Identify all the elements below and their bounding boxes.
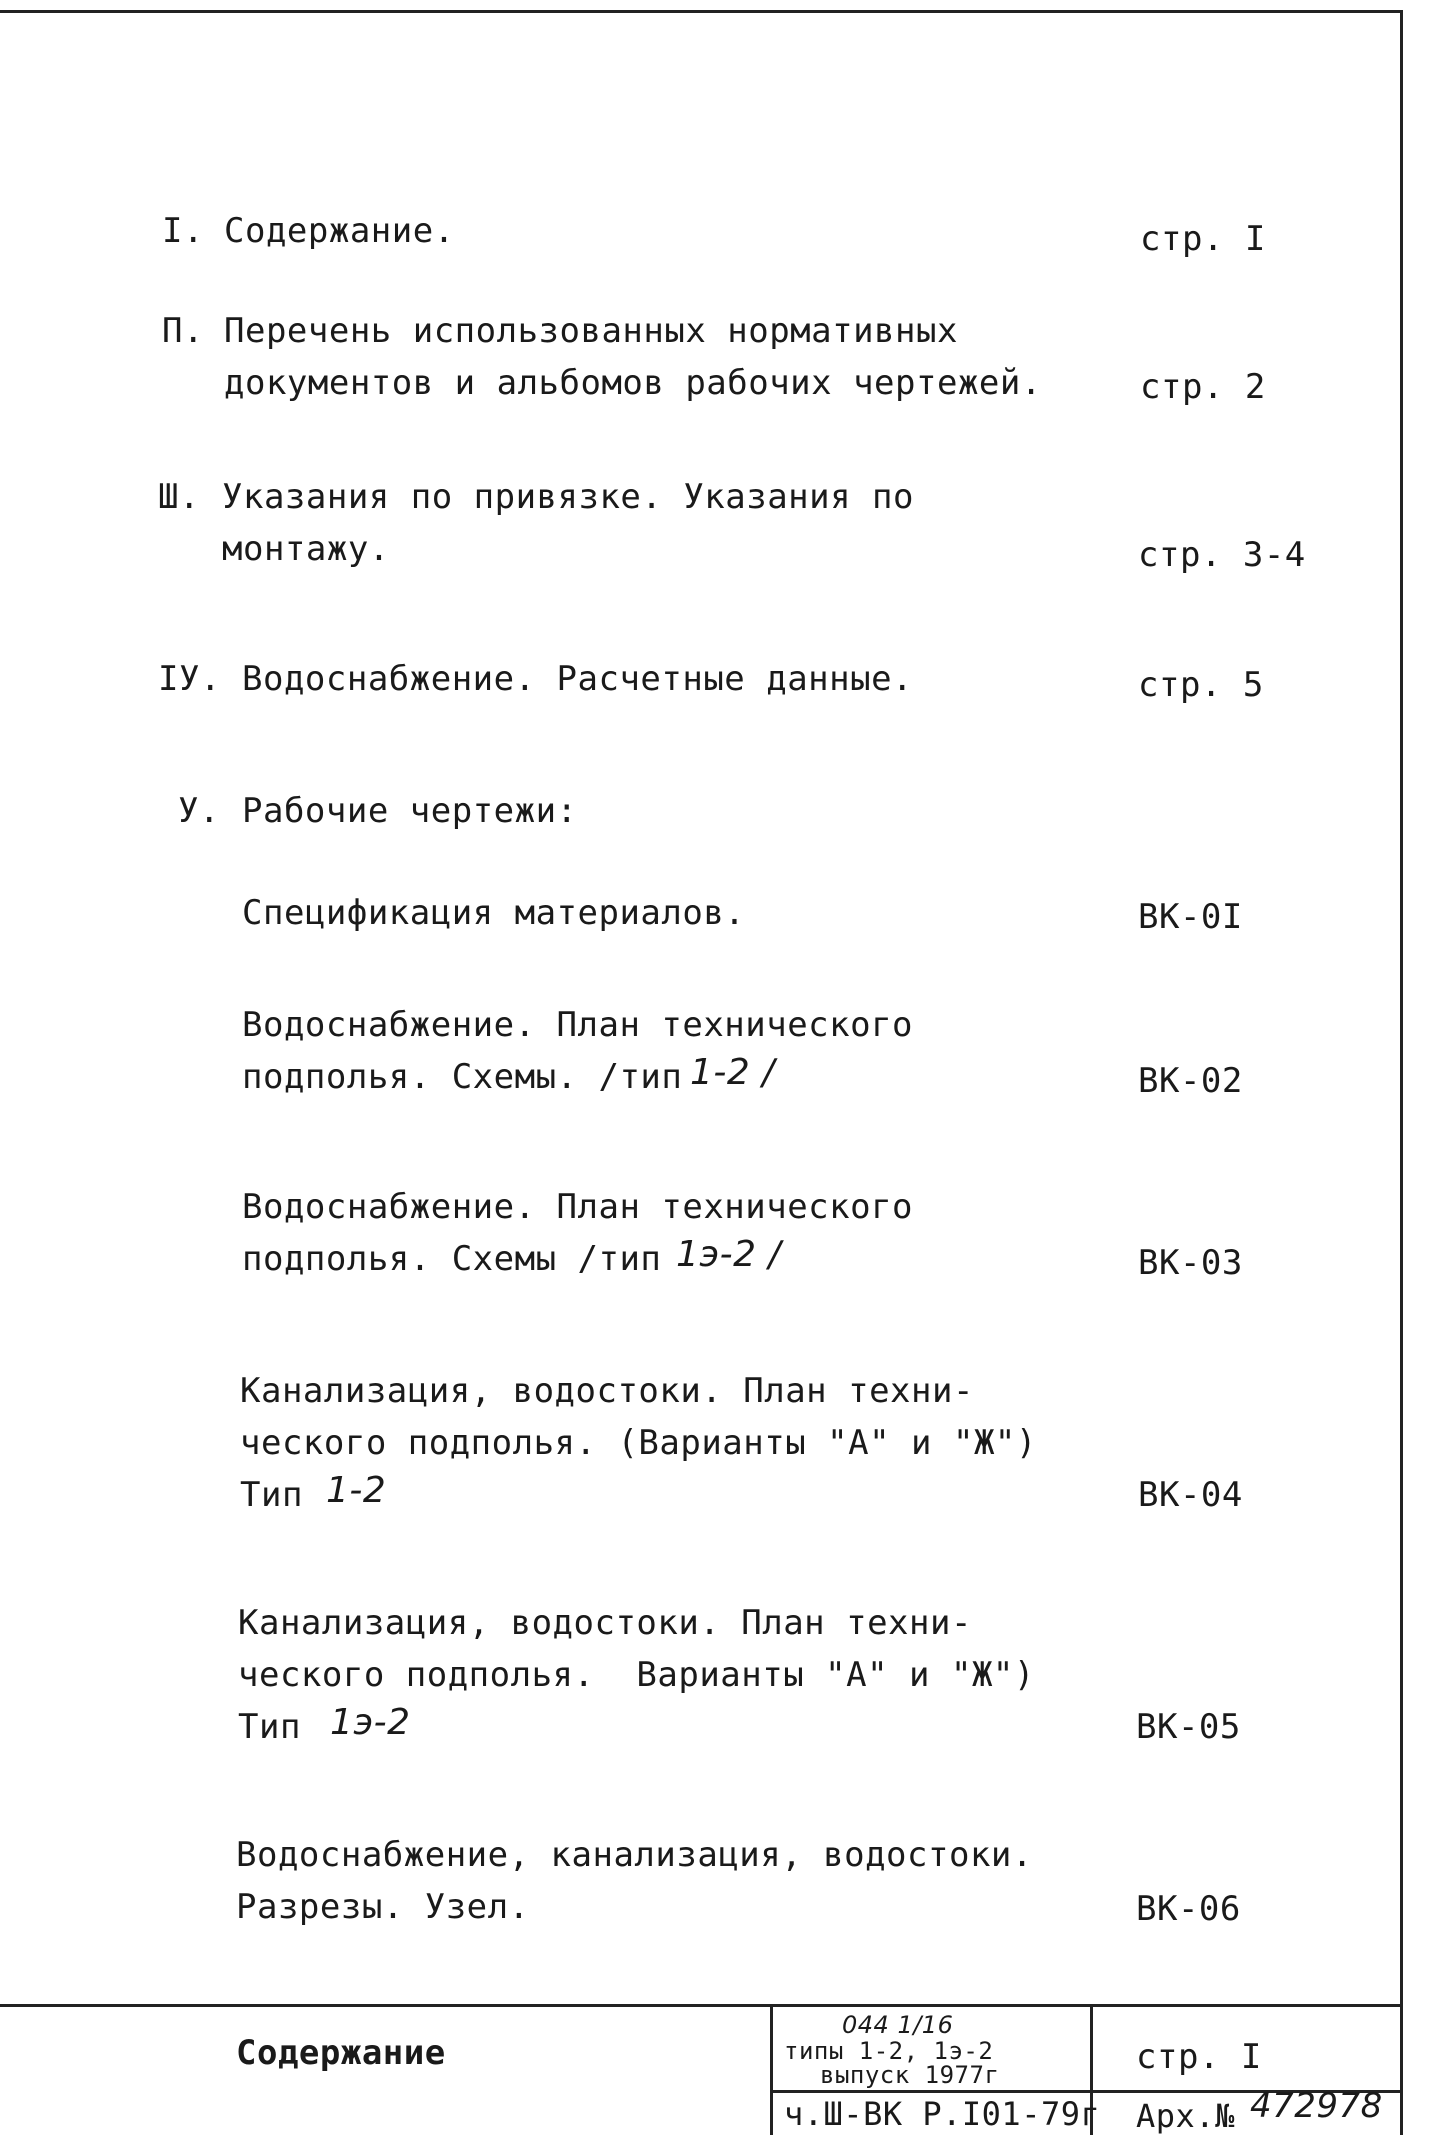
stamp-doc-code: ч.Ш-ВК Р.I01-79г bbox=[784, 2095, 1101, 2133]
drawing-4-line2: ческого подполья. (Варианты "А" и "Ж") bbox=[240, 1423, 1037, 1463]
stamp-top-line bbox=[0, 2004, 1403, 2007]
drawing-5-line2: ческого подполья. Варианты "А" и "Ж") bbox=[238, 1655, 1035, 1695]
frame-right-border bbox=[1400, 10, 1403, 2135]
toc-item5-num: У. bbox=[178, 791, 220, 831]
drawing-6-line2: Разрезы. Узел. bbox=[236, 1887, 530, 1927]
toc-item4-num: IУ. bbox=[158, 659, 221, 699]
drawing-2-code: ВК-02 bbox=[1138, 1061, 1243, 1101]
drawing-2-line1: Водоснабжение. План технического bbox=[242, 1005, 914, 1045]
toc-item1-page: стр. I bbox=[1140, 219, 1266, 259]
toc-item2-line1: Перечень использованных нормативных bbox=[224, 311, 958, 351]
toc-item3-line1: Указания по привязке. Указания по bbox=[222, 477, 915, 517]
stamp-series-line3: выпуск 1977г bbox=[820, 2061, 1000, 2089]
drawing-2-handwritten-type: 1-2 / bbox=[690, 1052, 775, 1093]
toc-item4-title: Водоснабжение. Расчетные данные. bbox=[242, 659, 914, 699]
drawing-3-line1: Водоснабжение. План технического bbox=[242, 1187, 914, 1227]
drawing-4-code: ВК-04 bbox=[1138, 1475, 1243, 1515]
drawing-6-code: ВК-06 bbox=[1136, 1889, 1241, 1929]
toc-item5-title: Рабочие чертежи: bbox=[242, 791, 578, 831]
drawing-1-code: ВК-0I bbox=[1138, 897, 1243, 937]
drawing-5-code: ВК-05 bbox=[1136, 1707, 1241, 1747]
stamp-series-line2: типы 1-2, 1э-2 bbox=[784, 2037, 994, 2065]
drawing-3-handwritten-type: 1э-2 / bbox=[676, 1234, 782, 1275]
toc-item2-line2: документов и альбомов рабочих чертежей. bbox=[224, 363, 1042, 403]
drawing-4-line1: Канализация, водостоки. План техни- bbox=[240, 1371, 974, 1411]
drawing-3-code: ВК-03 bbox=[1138, 1243, 1243, 1283]
stamp-title: Содержание bbox=[236, 2033, 446, 2073]
drawing-2-line2: подполья. Схемы. /тип bbox=[242, 1057, 704, 1097]
drawing-5-line1: Канализация, водостоки. План техни- bbox=[238, 1603, 972, 1643]
toc-item1-title: Содержание. bbox=[224, 211, 455, 251]
toc-item3-line2: монтажу. bbox=[222, 529, 390, 569]
toc-item3-num: Ш. bbox=[158, 477, 200, 517]
stamp-series-line1: 044 1/16 bbox=[842, 2011, 954, 2039]
stamp-divider-left bbox=[770, 2004, 773, 2135]
stamp-page: стр. I bbox=[1136, 2037, 1262, 2077]
drawing-5-line3: Тип bbox=[238, 1707, 322, 1747]
drawing-1-line1: Спецификация материалов. bbox=[242, 893, 746, 933]
drawing-6-line1: Водоснабжение, канализация, водостоки. bbox=[236, 1835, 1033, 1875]
toc-item3-page: стр. 3-4 bbox=[1138, 535, 1306, 575]
toc-item2-page: стр. 2 bbox=[1140, 367, 1266, 407]
drawing-4-handwritten-type: 1-2 bbox=[326, 1470, 387, 1511]
drawing-4-line3: Тип bbox=[240, 1475, 324, 1515]
drawing-3-line2: подполья. Схемы /тип bbox=[242, 1239, 683, 1279]
drawing-5-handwritten-type: 1э-2 bbox=[330, 1702, 411, 1743]
toc-item1-num: I. bbox=[162, 211, 204, 251]
stamp-archive-label: Арх.№ bbox=[1136, 2097, 1235, 2135]
stamp-archive-number: 472978 bbox=[1250, 2086, 1383, 2126]
toc-item4-page: стр. 5 bbox=[1138, 665, 1264, 705]
frame-top-border bbox=[0, 10, 1402, 13]
toc-item2-num: П. bbox=[162, 311, 204, 351]
